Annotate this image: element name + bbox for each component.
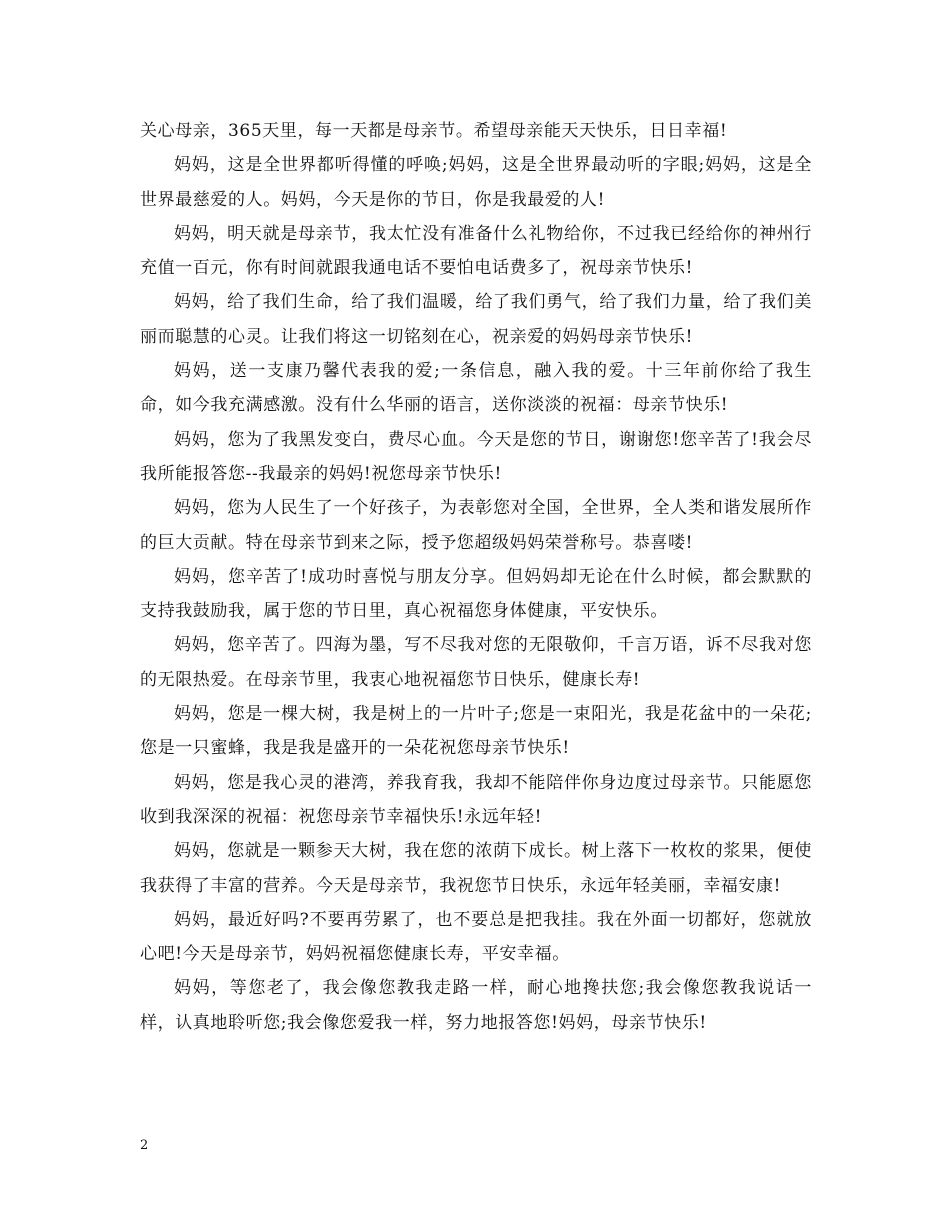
- paragraph: 妈妈，您就是一颗参天大树，我在您的浓荫下成长。树上落下一枚枚的浆果，便使我获得了丰富的营养。今天是母亲节，我祝您节日快乐，永远年轻美丽，幸福安康!: [140, 841, 812, 896]
- paragraph: 妈妈，这是全世界都听得懂的呼唤;妈妈，这是全世界最动听的字眼;妈妈，这是全世界最慈爱的人。妈妈，今天是你的节日，你是我最爱的人!: [140, 155, 812, 210]
- paragraph: 妈妈，您辛苦了!成功时喜悦与朋友分享。但妈妈却无论在什么时候，都会默默的支持我鼓励我，属于您的节日里，真心祝福您身体健康，平安快乐。: [140, 566, 812, 622]
- document-body: [140, 114, 812, 1040]
- paragraph: 妈妈，最近好吗?不要再劳累了，也不要总是把我挂。我在外面一切都好，您就放心吧!今天是母亲节，妈妈祝福您健康长寿，平安幸福。: [140, 909, 812, 965]
- paragraph: 妈妈，明天就是母亲节，我太忙没有准备什么礼物给你，不过我已经给你的神州行充值一百元，你有时间就跟我通电话不要怕电话费多了，祝母亲节快乐!: [140, 223, 812, 279]
- paragraph: 妈妈，您为了我黑发变白，费尽心血。今天是您的节日，谢谢您!您辛苦了!我会尽我所能报答您--我最亲的妈妈!祝您母亲节快乐!: [140, 429, 812, 484]
- paragraph: 关心母亲，365天里，每一天都是母亲节。希望母亲能天天快乐，日日幸福!: [140, 121, 728, 141]
- paragraph: 妈妈，您辛苦了。四海为墨，写不尽我对您的无限敬仰，千言万语，诉不尽我对您的无限热爱。在母亲节里，我衷心地祝福您节日快乐，健康长寿!: [140, 635, 812, 690]
- paragraph: 妈妈，您是我心灵的港湾，养我育我，我却不能陪伴你身边度过母亲节。只能愿您收到我深深的祝福：祝您母亲节幸福快乐!永远年轻!: [140, 772, 812, 827]
- paragraph: 妈妈，送一支康乃馨代表我的爱;一条信息，融入我的爱。十三年前你给了我生命，如今我充满感激。没有什么华丽的语言，送你淡淡的祝福：母亲节快乐!: [140, 361, 812, 416]
- paragraph: 妈妈，等您老了，我会像您教我走路一样，耐心地搀扶您;我会像您教我说话一样，认真地聆听您;我会像您爱我一样，努力地报答您!妈妈，母亲节快乐!: [140, 978, 812, 1033]
- paragraph: 妈妈，您为人民生了一个好孩子，为表彰您对全国，全世界，全人类和谐发展所作的巨大贡献。特在母亲节到来之际，授予您超级妈妈荣誉称号。恭喜喽!: [140, 498, 812, 553]
- page-number: 2: [140, 1138, 149, 1153]
- paragraph: 妈妈，您是一棵大树，我是树上的一片叶子;您是一束阳光，我是花盆中的一朵花;您是一只蜜蜂，我是我是盛开的一朵花祝您母亲节快乐!: [140, 704, 812, 759]
- paragraph: 妈妈，给了我们生命，给了我们温暖，给了我们勇气，给了我们力量，给了我们美丽而聪慧的心灵。让我们将这一切铭刻在心，祝亲爱的妈妈母亲节快乐!: [140, 292, 812, 347]
